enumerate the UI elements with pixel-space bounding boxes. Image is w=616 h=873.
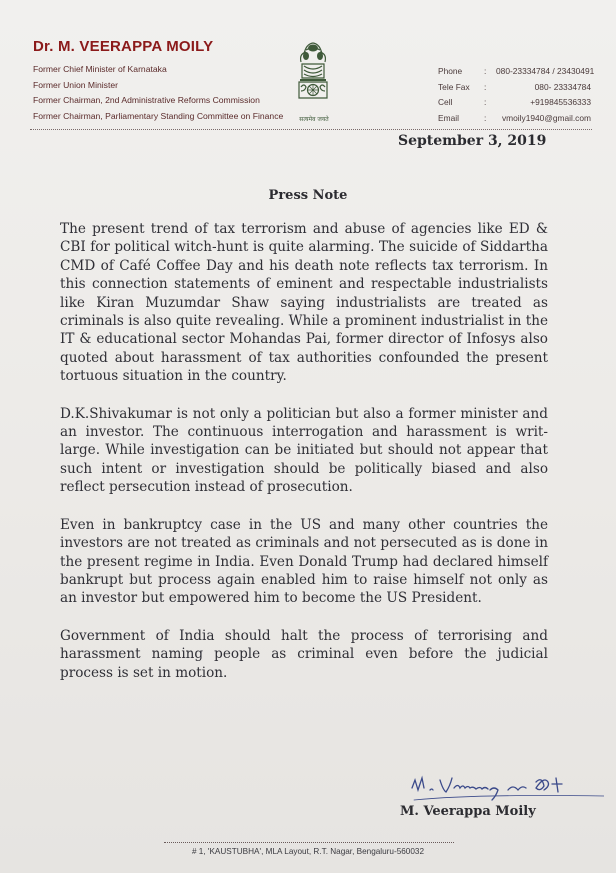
contact-label: Email xyxy=(438,113,459,124)
contact-block xyxy=(438,64,595,127)
contact-value: vmoily1940@gmail.com xyxy=(501,113,591,124)
letterhead-title-3: Former Chairman, 2nd Administrative Reforms Commission xyxy=(33,95,260,105)
emblem-motto: सत्यमेव जयते xyxy=(299,116,329,123)
contact-fax: Tele Fax : 080- 23334784 xyxy=(438,80,591,96)
press-note-heading: Press Note xyxy=(268,188,348,203)
body-paragraph: Government of India should halt the process of terrorising and harassment naming people as criminal even before the judicial process is set in motion. xyxy=(60,627,548,681)
contact-email: Email : vmoily1940@gmail.com xyxy=(438,111,591,127)
letter-body xyxy=(60,220,548,701)
letter-date: September 3, 2019 xyxy=(398,133,547,149)
contact-value: +919845536333 xyxy=(530,97,591,108)
letterhead-titles xyxy=(33,62,283,124)
letterhead-divider xyxy=(30,129,592,130)
body-paragraph: Even in bankruptcy case in the US and many other countries the investors are not treated as criminals and not persecuted as is done in the present regime in India. Even Donald Trump had declared himself bankrupt but process again enabled him to raise himself not only as an investor but empowered him to become the US President. xyxy=(60,516,548,607)
signer-name: M. Veerappa Moily xyxy=(400,804,536,819)
footer-address: # 1, 'KAUSTUBHA', MLA Layout, R.T. Nagar, Bengaluru-560032 xyxy=(191,847,425,856)
contact-label: Tele Fax xyxy=(438,81,470,92)
contact-label: Phone xyxy=(438,66,463,76)
state-emblem-icon xyxy=(290,40,336,126)
letterhead-title-2: Former Union Minister xyxy=(33,79,119,90)
body-paragraph: D.K.Shivakumar is not only a politician but also a former minister and an investor. The continuous interrogation and harassment is writ-large. While investigation can be initiated but should not appear that such intent or investigation should be politically biased and also reflect persecution instead of prosecution. xyxy=(60,405,548,496)
letterhead-title-4: Former Chairman, Parliamentary Standing Committee on Finance xyxy=(33,110,284,121)
footer-divider xyxy=(164,842,454,843)
contact-phone: Phone : 080-23334784 / 23430491 xyxy=(438,64,591,80)
contact-value: 080-23334784 / 23430491 xyxy=(496,66,595,76)
contact-cell: Cell : +919845536333 xyxy=(438,95,591,111)
letterhead-title-1: Former Chief Minister of Karnataka xyxy=(33,64,167,74)
contact-value: 080- 23334784 xyxy=(534,81,591,92)
handwritten-signature xyxy=(404,770,604,804)
body-paragraph: The present trend of tax terrorism and abuse of agencies like ED & CBI for political witch-hunt is quite alarming. The suicide of Siddartha CMD of Café Coffee Day and his death note reflects tax terrorism. In this connection statements of eminent and respectable industrialists like Kiran Muzumdar Shaw saying industrialists are treated as criminals is also quite revealing. While a prominent industrialist in the IT & educational sector Mohandas Pai, former director of Infosys also quoted about harassment of tax authorities confounded the present tortuous situation in the country. xyxy=(60,221,548,385)
contact-label: Cell xyxy=(438,97,453,108)
letterhead-name: Dr. M. VEERAPPA MOILY xyxy=(33,38,214,55)
